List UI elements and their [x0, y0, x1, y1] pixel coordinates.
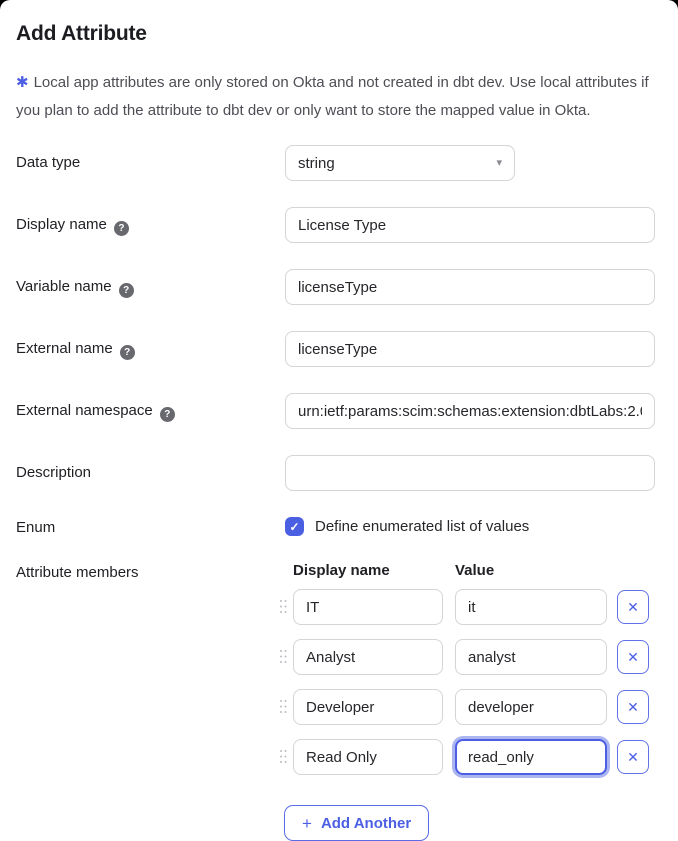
member-value-input[interactable]	[455, 589, 607, 625]
drag-handle-icon[interactable]	[279, 599, 287, 615]
remove-member-button[interactable]	[617, 590, 649, 624]
variable-name-label: Variable name ?	[16, 269, 285, 298]
remove-member-button[interactable]	[617, 690, 649, 724]
field-data-type	[16, 145, 662, 181]
member-value-input[interactable]	[455, 639, 607, 675]
drag-handle-icon[interactable]	[279, 749, 287, 765]
field-display-name	[16, 207, 662, 243]
asterisk-icon: ✱	[16, 74, 29, 91]
note-text: Local app attributes are only stored on Okta and not created in dbt dev. Use local attributes if you plan to add the attribute to dbt dev or only want to store the mapped value in Okta.	[16, 74, 649, 119]
member-display-name-input[interactable]	[293, 639, 443, 675]
drag-handle-icon[interactable]	[279, 649, 287, 665]
help-icon[interactable]: ?	[160, 407, 175, 422]
external-name-label: External name ?	[16, 331, 285, 360]
data-type-select[interactable]	[285, 145, 515, 181]
remove-member-button[interactable]	[617, 640, 649, 674]
attribute-members-label: Attribute members	[16, 564, 139, 581]
data-type-label: Data type	[16, 154, 81, 171]
field-external-namespace	[16, 393, 662, 429]
description-label: Description	[16, 464, 92, 481]
check-icon: ✓	[289, 519, 300, 534]
remove-member-button[interactable]	[617, 740, 649, 774]
member-display-name-input[interactable]	[293, 739, 443, 775]
local-attribute-note	[16, 69, 662, 125]
add-another-label: Add Another	[320, 814, 412, 832]
display-name-label: Display name ?	[16, 207, 285, 236]
plus-icon: +	[302, 813, 312, 833]
enum-checkbox-label: Define enumerated list of values	[315, 518, 530, 535]
close-icon: ✕	[627, 648, 639, 665]
member-row	[279, 589, 662, 625]
attribute-form	[16, 145, 662, 841]
member-value-input-focused[interactable]	[455, 739, 607, 775]
member-row	[279, 689, 662, 725]
help-icon[interactable]: ?	[119, 283, 134, 298]
close-icon: ✕	[627, 598, 639, 615]
member-value-input[interactable]	[455, 689, 607, 725]
value-column-header: Value	[455, 562, 495, 579]
member-display-name-input[interactable]	[293, 589, 443, 625]
variable-name-input[interactable]	[285, 269, 655, 305]
external-name-input[interactable]	[285, 331, 655, 367]
enum-label: Enum	[16, 519, 56, 536]
field-description	[16, 455, 662, 491]
member-row	[279, 739, 662, 775]
help-icon[interactable]: ?	[120, 345, 135, 360]
field-external-name	[16, 331, 662, 367]
field-enum	[16, 517, 662, 536]
member-row	[279, 639, 662, 675]
external-namespace-input[interactable]	[285, 393, 655, 429]
field-attribute-members	[16, 562, 662, 841]
add-another-button[interactable]	[284, 805, 429, 841]
external-namespace-label: External namespace ?	[16, 393, 285, 422]
member-display-name-input[interactable]	[293, 689, 443, 725]
close-icon: ✕	[627, 748, 639, 765]
description-input[interactable]	[285, 455, 655, 491]
close-icon: ✕	[627, 698, 639, 715]
enum-checkbox[interactable]	[285, 517, 304, 536]
members-header	[279, 562, 662, 579]
data-type-selected-value: string	[298, 154, 335, 172]
display-name-input[interactable]	[285, 207, 655, 243]
field-variable-name	[16, 269, 662, 305]
page-title: Add Attribute	[16, 22, 147, 45]
drag-handle-icon[interactable]	[279, 699, 287, 715]
display-name-column-header: Display name	[293, 562, 390, 579]
help-icon[interactable]: ?	[114, 221, 129, 236]
chevron-down-icon: ▾	[496, 156, 502, 169]
